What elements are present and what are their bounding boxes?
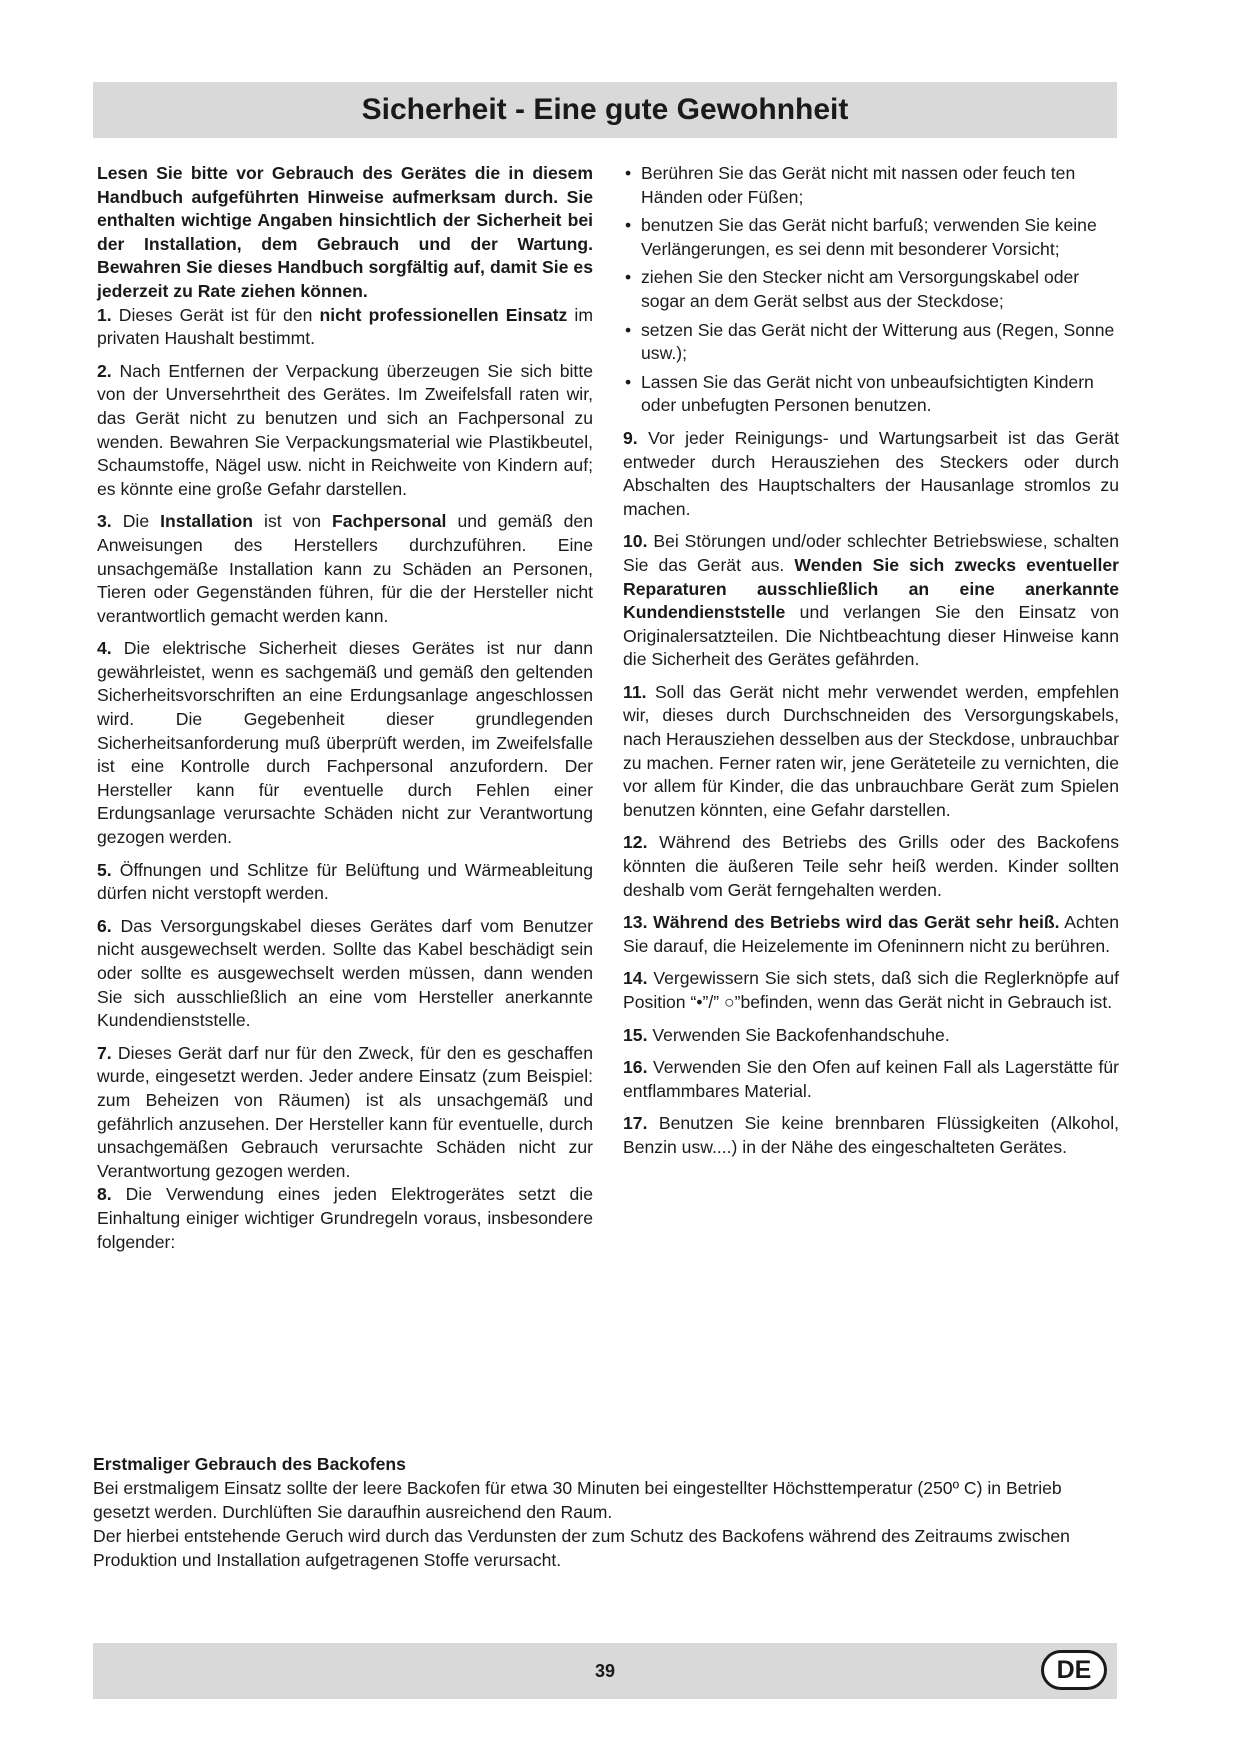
bullet-icon: • [625,215,632,236]
item-11: 11. Soll das Gerät nicht mehr verwendet werden, empfehlen wir, dieses durch Durchschneiden des Versorgungskabels, nach Herausziehen desselben aus der Steckdose, unbrauchbar zu machen. Ferner raten wir, jene Geräteteile zu vernichten, die vor allem für Kinder, die das unbrauchbare Gerät zum Spielen benutzen könnten, eine Gefahr darstellen. [623,681,1119,820]
language-badge-de: DE [1041,1650,1107,1690]
list-item: • Lassen Sie das Gerät nicht von unbeaufsichtigten Kindern oder unbefugten Personen benutzen. [625,371,1094,416]
item-8: 8. Die Verwendung eines jeden Elektrogerätes setzt die Einhaltung einiger wichtiger Grundregeln voraus, insbesondere folgender: [97,1184,593,1252]
title-bar [93,82,1117,138]
page-title: Sicherheit - Eine gute Gewohnheit [361,93,849,126]
item-10: 10. Bei Störungen und/oder schlechter Betriebswiese, schalten Sie das Gerät aus. Wenden Sie sich zwecks eventueller Reparaturen ausschließlich an eine anerkannte Kundendienststelle und verlangen Sie den Einsatz von Originalersatzteilen. Die Nichtbeachtung dieser Hinweise kann die Sicherheit des Gerätes gefährden. [623,531,1119,670]
footer-bar [93,1643,1117,1699]
list-item: • ziehen Sie den Stecker nicht am Versorgungskabel oder sogar an dem Gerät selbst aus der Steckdose; [625,267,1080,311]
list-item: • benutzen Sie das Gerät nicht barfuß; verwenden Sie keine Verlängerungen, es sei denn mit besonderer Vorsicht; [625,215,1097,259]
item-17: 17. Benutzen Sie keine brennbaren Flüssigkeiten (Alkohol, Benzin usw....) in der Nähe des eingeschalteten Gerätes. [623,1113,1119,1157]
bullet-icon: • [625,371,632,392]
safety-bullet-list [623,162,1119,418]
item-16: 16. Verwenden Sie den Ofen auf keinen Fall als Lagerstätte für entflammbares Material. [623,1057,1119,1101]
item-12: 12. Während des Betriebs des Grills oder des Backofens könnten die äußeren Teile sehr heiß werden. Kinder sollten deshalb vom Gerät ferngehalten werden. [623,832,1119,900]
item-7: 7. Dieses Gerät darf nur für den Zweck, für den es geschaffen wurde, eingesetzt werden. Jeder andere Einsatz (zum Beispiel: zum Beheizen von Räumen) ist als unsachgemäß und gefährlich anzusehen. Der Hersteller kann für eventuelle, durch unsachgemäßen Gebrauch verursachte Schäden nicht zur Verantwortung gezogen werden. [97,1042,593,1181]
bullet-icon: • [625,267,632,288]
item-6: 6. Das Versorgungskabel dieses Gerätes darf vom Benutzer nicht ausgewechselt werden. Sollte das Kabel beschädigt sein oder sollte es ausgewechselt werden müssen, dann wenden Sie sich ausschließlich an eine vom Hersteller anerkannte Kundendienststelle. [97,915,593,1031]
first-use-text-1: Bei erstmaligem Einsatz sollte der leere Backofen für etwa 30 Minuten bei eingestellter Höchsttemperatur (250º C) in Betrieb gesetzt werden. Durchlüften Sie daraufhin ausreichend den Raum. [93,1478,1062,1522]
page-number: 39 [594,1661,616,1681]
list-item: • Berühren Sie das Gerät nicht mit nassen oder feuch ten Händen oder Füßen; [625,163,1076,207]
first-use-text-2: Der hierbei entstehende Geruch wird durch das Verdunsten der zum Schutz des Backofens während des Zeitraums zwischen Produktion und Installation aufgetragenen Stoffe verursacht. [93,1526,1070,1570]
item-5: 5. Öffnungen und Schlitze für Belüftung und Wärmeableitung dürfen nicht verstopft werden. [97,859,593,904]
item-3: 3. Die Installation ist von Fachpersonal und gemäß den Anweisungen des Herstellers durchzuführen. Eine unsachgemäße Installation kann zu Schäden an Personen, Tieren oder Gegenständen führen, für die der Hersteller nicht verantwortlich gemacht werden kann. [97,511,593,626]
item-9: 9. Vor jeder Reinigungs- und Wartungsarbeit ist das Gerät entweder durch Herausziehen des Steckers oder durch Abschalten des Hauptschalters der Hausanlage stromlos zu machen. [623,427,1119,519]
left-column [97,162,593,1263]
item-13: 13. Während des Betriebs wird das Gerät sehr heiß. Achten Sie darauf, die Heizelemente im Ofeninnern nicht zu berühren. [623,912,1119,956]
right-column [623,162,1119,1169]
list-item: • setzen Sie das Gerät nicht der Witterung aus (Regen, Sonne usw.); [625,319,1115,364]
item-14: 14. Vergewissern Sie sich stets, daß sich die Reglerknöpfe auf Position “•”/” ○”befinden, wenn das Gerät nicht in Gebrauch ist. [623,968,1119,1012]
bullet-icon: • [625,319,632,340]
item-1: 1. Dieses Gerät ist für den nicht professionellen Einsatz im privaten Haushalt bestimmt. [97,304,593,349]
item-15: 15. Verwenden Sie Backofenhandschuhe. [623,1024,950,1045]
first-use-section [93,1452,1117,1572]
item-4: 4. Die elektrische Sicherheit dieses Gerätes ist nur dann gewährleistet, wenn es sachgemäß und gemäß den geltenden Sicherheitsvorschriften an eine Erdungsanlage angeschlossen wird. Die Gegebenheit dieser grundlegenden Sicherheitsanforderung muß überprüft werden, im Zweifelsfalle ist eine Kontrolle durch Fachpersonal anzufordern. Der Hersteller kann für eventuelle durch Fehlen einer Erdungsanlage verursachte Schäden nicht zur Verantwortung gezogen werden. [97,638,593,848]
item-2: 2. Nach Entfernen der Verpackung überzeugen Sie sich bitte von der Unversehrtheit des Gerätes. Im Zweifelsfall raten wir, das Gerät nicht zu benutzen und sich an Fachpersonal zu wenden. Bewahren Sie Verpackungsmaterial wie Plastikbeutel, Schaumstoffe, Nägel usw. nicht in Reichweite von Kindern auf; es könnte eine große Gefahr darstellen. [97,360,593,499]
bullet-icon: • [625,163,632,183]
intro-paragraph: Lesen Sie bitte vor Gebrauch des Gerätes die in diesem Handbuch aufgeführten Hinweise aufmerksam durch. Sie enthalten wichtige Angaben hinsichtlich der Sicherheit bei der Installation, dem Gebrauch und der Wartung. Bewahren Sie dieses Handbuch sorgfältig auf, damit Sie es jederzeit zu Rate ziehen können. [97,163,593,301]
first-use-heading: Erstmaliger Gebrauch des Backofens [93,1454,406,1474]
